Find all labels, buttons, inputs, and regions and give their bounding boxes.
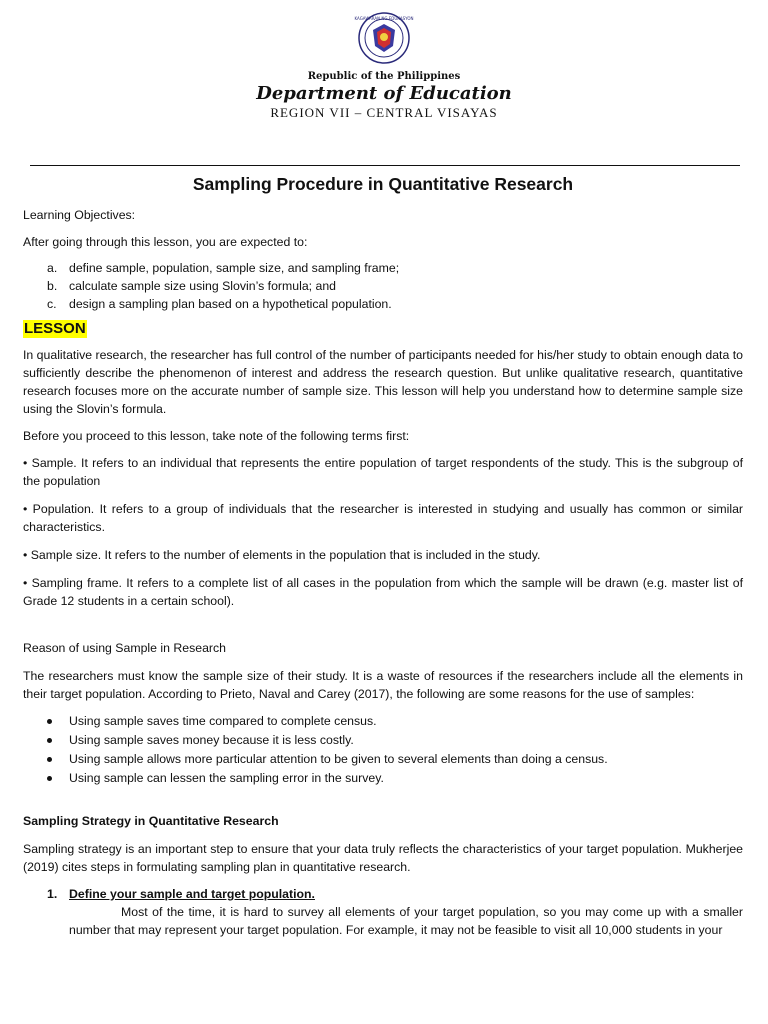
objectives-label: Learning Objectives: xyxy=(23,208,136,222)
lesson-heading: LESSON xyxy=(24,320,86,337)
letterhead xyxy=(0,12,768,121)
step-1 xyxy=(23,885,743,903)
term-sample: • Sample. It refers to an individual that represents the entire population of target respondents of the study. This is the subgroup of the population xyxy=(23,456,743,488)
list-item-text: calculate sample size using Slovin’s formula; and xyxy=(69,279,337,293)
list-item-text: design a sampling plan based on a hypothetical population. xyxy=(69,297,392,311)
region-label: REGION VII – CENTRAL VISAYAS xyxy=(270,105,498,120)
header-divider xyxy=(30,165,740,166)
bullet-icon xyxy=(47,776,52,781)
list-item-text: Using sample allows more particular attention to be given to several elements than doing a census. xyxy=(69,752,608,766)
document-body xyxy=(23,172,743,939)
list-item xyxy=(23,295,743,313)
list-item xyxy=(23,712,743,731)
strategy-heading: Sampling Strategy in Quantitative Research xyxy=(23,814,279,828)
term-sampling-frame: • Sampling frame. It refers to a complete list of all cases in the population from which the sample will be drawn (e.g. master list of Grade 12 students in a certain school). xyxy=(23,576,743,608)
bullet-icon xyxy=(47,738,52,743)
term-population: • Population. It refers to a group of individuals that the researcher is interested in studying and usually has common or similar characteristics. xyxy=(23,502,743,534)
reasons-paragraph: The researchers must know the sample size of their study. It is a waste of resources if the researchers include all the elements in their target population. According to Prieto, Naval and Carey (2017), the following are some reasons for the use of samples: xyxy=(23,669,743,701)
list-item-text: define sample, population, sample size, and sampling frame; xyxy=(69,261,400,275)
list-item xyxy=(23,259,743,277)
objectives-list xyxy=(23,259,743,313)
reasons-heading: Reason of using Sample in Research xyxy=(23,641,227,655)
list-item xyxy=(23,769,743,788)
term-sample-size: • Sample size. It refers to the number of elements in the population that is included in the study. xyxy=(23,548,541,562)
list-item-text: Using sample can lessen the sampling error in the survey. xyxy=(69,771,384,785)
bullet-icon xyxy=(47,719,52,724)
terms-intro: Before you proceed to this lesson, take note of the following terms first: xyxy=(23,429,410,443)
strategy-paragraph: Sampling strategy is an important step to ensure that your data truly reflects the characteristics of your target population. Mukherjee (2019) cites steps in formulating sampling plan in quantitative research. xyxy=(23,842,743,874)
list-marker: a. xyxy=(47,261,58,275)
list-item xyxy=(23,750,743,769)
step-number: 1. xyxy=(47,887,58,901)
lesson-intro: In qualitative research, the researcher has full control of the number of participants needed for his/her study to obtain enough data to sufficiently describe the phenomenon of interest and address the research question. But unlike qualitative research, quantitative research focuses more on the accurate number of sample size. This lesson will help you understand how to determine sample size using the Slovin’s formula. xyxy=(23,348,743,416)
deped-seal-icon xyxy=(354,12,414,64)
bullet-icon xyxy=(47,757,52,762)
republic-label: Republic of the Philippines xyxy=(307,71,461,82)
step-heading: Define your sample and target population. xyxy=(69,887,315,901)
department-name: Department of Education xyxy=(256,83,512,104)
list-marker: b. xyxy=(47,279,58,293)
svg-text:KAGAWARAN NG EDUKASYON: KAGAWARAN NG EDUKASYON xyxy=(354,16,414,21)
list-item-text: Using sample saves money because it is less costly. xyxy=(69,733,354,747)
list-item xyxy=(23,277,743,295)
step-1-text: Most of the time, it is hard to survey all elements of your target population, so you may come up with a smaller number that may represent your target population. For example, it may not be feasible to visit all 10,000 students in your xyxy=(69,905,743,937)
reasons-list xyxy=(23,712,743,788)
objectives-intro: After going through this lesson, you are expected to: xyxy=(23,235,308,249)
list-item xyxy=(23,731,743,750)
list-item-text: Using sample saves time compared to complete census. xyxy=(69,714,377,728)
page-title: Sampling Procedure in Quantitative Research xyxy=(192,174,574,194)
list-marker: c. xyxy=(47,297,57,311)
